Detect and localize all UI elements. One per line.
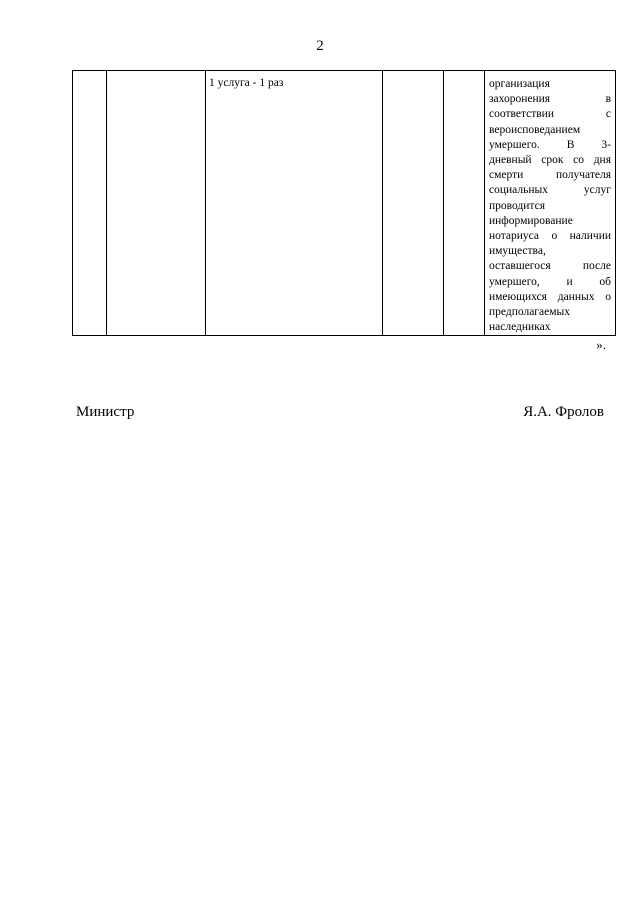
description-line: захоронения в (489, 93, 611, 106)
cell-service-name (107, 71, 206, 336)
page-number: 2 (316, 38, 324, 54)
description-line: нотариуса о наличии (489, 230, 611, 243)
cell-number (73, 71, 107, 336)
description-line: социальных услуг (489, 184, 611, 197)
signatory-name: Я.А. Фролов (523, 404, 604, 420)
cell-empty-2 (444, 71, 485, 336)
cell-service-description (485, 71, 616, 336)
description-line: смерти получателя (489, 169, 611, 182)
description-line: информирование (489, 214, 573, 227)
signature-block (76, 404, 604, 421)
services-table (72, 70, 616, 336)
closing-quote-mark: ». (596, 337, 606, 352)
signatory-position: Министр (76, 404, 135, 420)
description-line: организация (489, 78, 550, 90)
description-line: соответствии с (489, 108, 611, 121)
description-line: оставшегося после (489, 260, 611, 273)
description-line: дневный срок со дня (489, 154, 611, 167)
description-line: имеющихся данных о (489, 290, 611, 303)
description-line: имущества, (489, 245, 546, 258)
description-line: умершего. В 3- (489, 138, 611, 151)
description-line: наследниках (489, 321, 551, 334)
description-line: умершего, и об (489, 275, 611, 288)
description-line: предполагаемых (489, 306, 570, 319)
cell-empty-1 (383, 71, 444, 336)
table-row (73, 71, 616, 336)
description-line: проводится (489, 199, 545, 212)
description-line: вероисповеданием (489, 123, 581, 136)
cell-service-frequency: 1 услуга - 1 раз (206, 71, 383, 336)
